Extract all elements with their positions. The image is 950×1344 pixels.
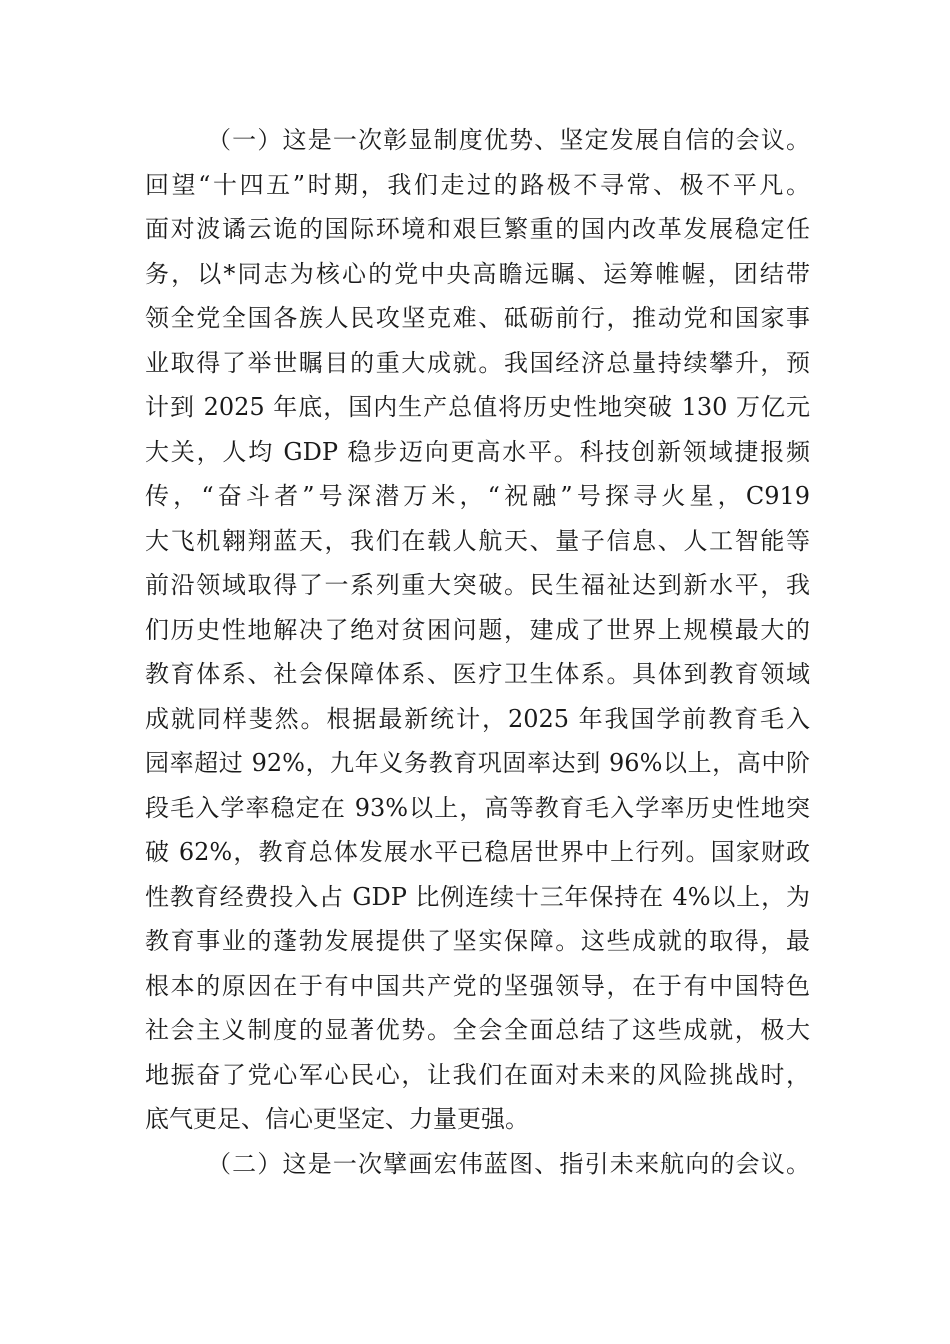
paragraph-blueprint — [145, 1142, 810, 1187]
paragraph-line: 务，以*同志为核心的党中央高瞻远瞩、运筹帷幄，团结带 — [145, 259, 810, 288]
paragraph-line: 业取得了举世瞩目的重大成就。我国经济总量持续攀升，预 — [145, 348, 810, 377]
paragraph-line: 大关，人均 GDP 稳步迈向更高水平。科技创新领域捷报频 — [145, 437, 810, 466]
paragraph-line: 传，“奋斗者”号深潜万米，“祝融”号探寻火星，C919 — [145, 482, 810, 510]
paragraph-line: 成就同样斐然。根据最新统计，2025 年我国学前教育毛入 — [145, 704, 810, 733]
paragraph-line: 计到 2025 年底，国内生产总值将历史性地突破 130 万亿元 — [145, 393, 810, 421]
paragraph-line: 园率超过 92%，九年义务教育巩固率达到 96%以上，高中阶 — [145, 749, 810, 777]
paragraph-line: 们历史性地解决了绝对贫困问题，建成了世界上规模最大的 — [145, 615, 810, 644]
paragraph-line: 前沿领域取得了一系列重大突破。民生福祉达到新水平，我 — [145, 571, 810, 599]
paragraph-line: （一）这是一次彰显制度优势、坚定发展自信的会议。 — [207, 126, 810, 154]
paragraph-line: 段毛入学率稳定在 93%以上，高等教育毛入学率历史性地突 — [145, 793, 810, 822]
paragraph-line: 底气更足、信心更坚定、力量更强。 — [145, 1105, 529, 1133]
paragraph-line: 社会主义制度的显著优势。全会全面总结了这些成就，极大 — [145, 1016, 810, 1044]
paragraph-line: 教育体系、社会保障体系、医疗卫生体系。具体到教育领域 — [145, 660, 810, 688]
paragraph-line: 面对波谲云诡的国际环境和艰巨繁重的国内改革发展稳定任 — [145, 215, 810, 243]
document-body — [145, 118, 810, 1186]
paragraph-line: 领全党全国各族人民攻坚克难、砥砺前行，推动党和国家事 — [145, 304, 810, 332]
paragraph-line: 根本的原因在于有中国共产党的坚强领导，在于有中国特色 — [145, 971, 810, 1000]
paragraph-line: 性教育经费投入占 GDP 比例连续十三年保持在 4%以上，为 — [145, 882, 810, 911]
paragraph-line: （二）这是一次擘画宏伟蓝图、指引未来航向的会议。 — [207, 1149, 810, 1178]
paragraph-achievements — [145, 118, 810, 1142]
paragraph-line: 地振奋了党心军心民心，让我们在面对未来的风险挑战时， — [145, 1060, 810, 1089]
paragraph-line: 回望“十四五”时期，我们走过的路极不寻常、极不平凡。 — [145, 170, 810, 199]
paragraph-line: 破 62%，教育总体发展水平已稳居世界中上行列。国家财政 — [145, 838, 810, 866]
paragraph-line: 大飞机翱翔蓝天，我们在载人航天、量子信息、人工智能等 — [145, 526, 810, 555]
paragraph-line: 教育事业的蓬勃发展提供了坚实保障。这些成就的取得，最 — [145, 927, 810, 955]
